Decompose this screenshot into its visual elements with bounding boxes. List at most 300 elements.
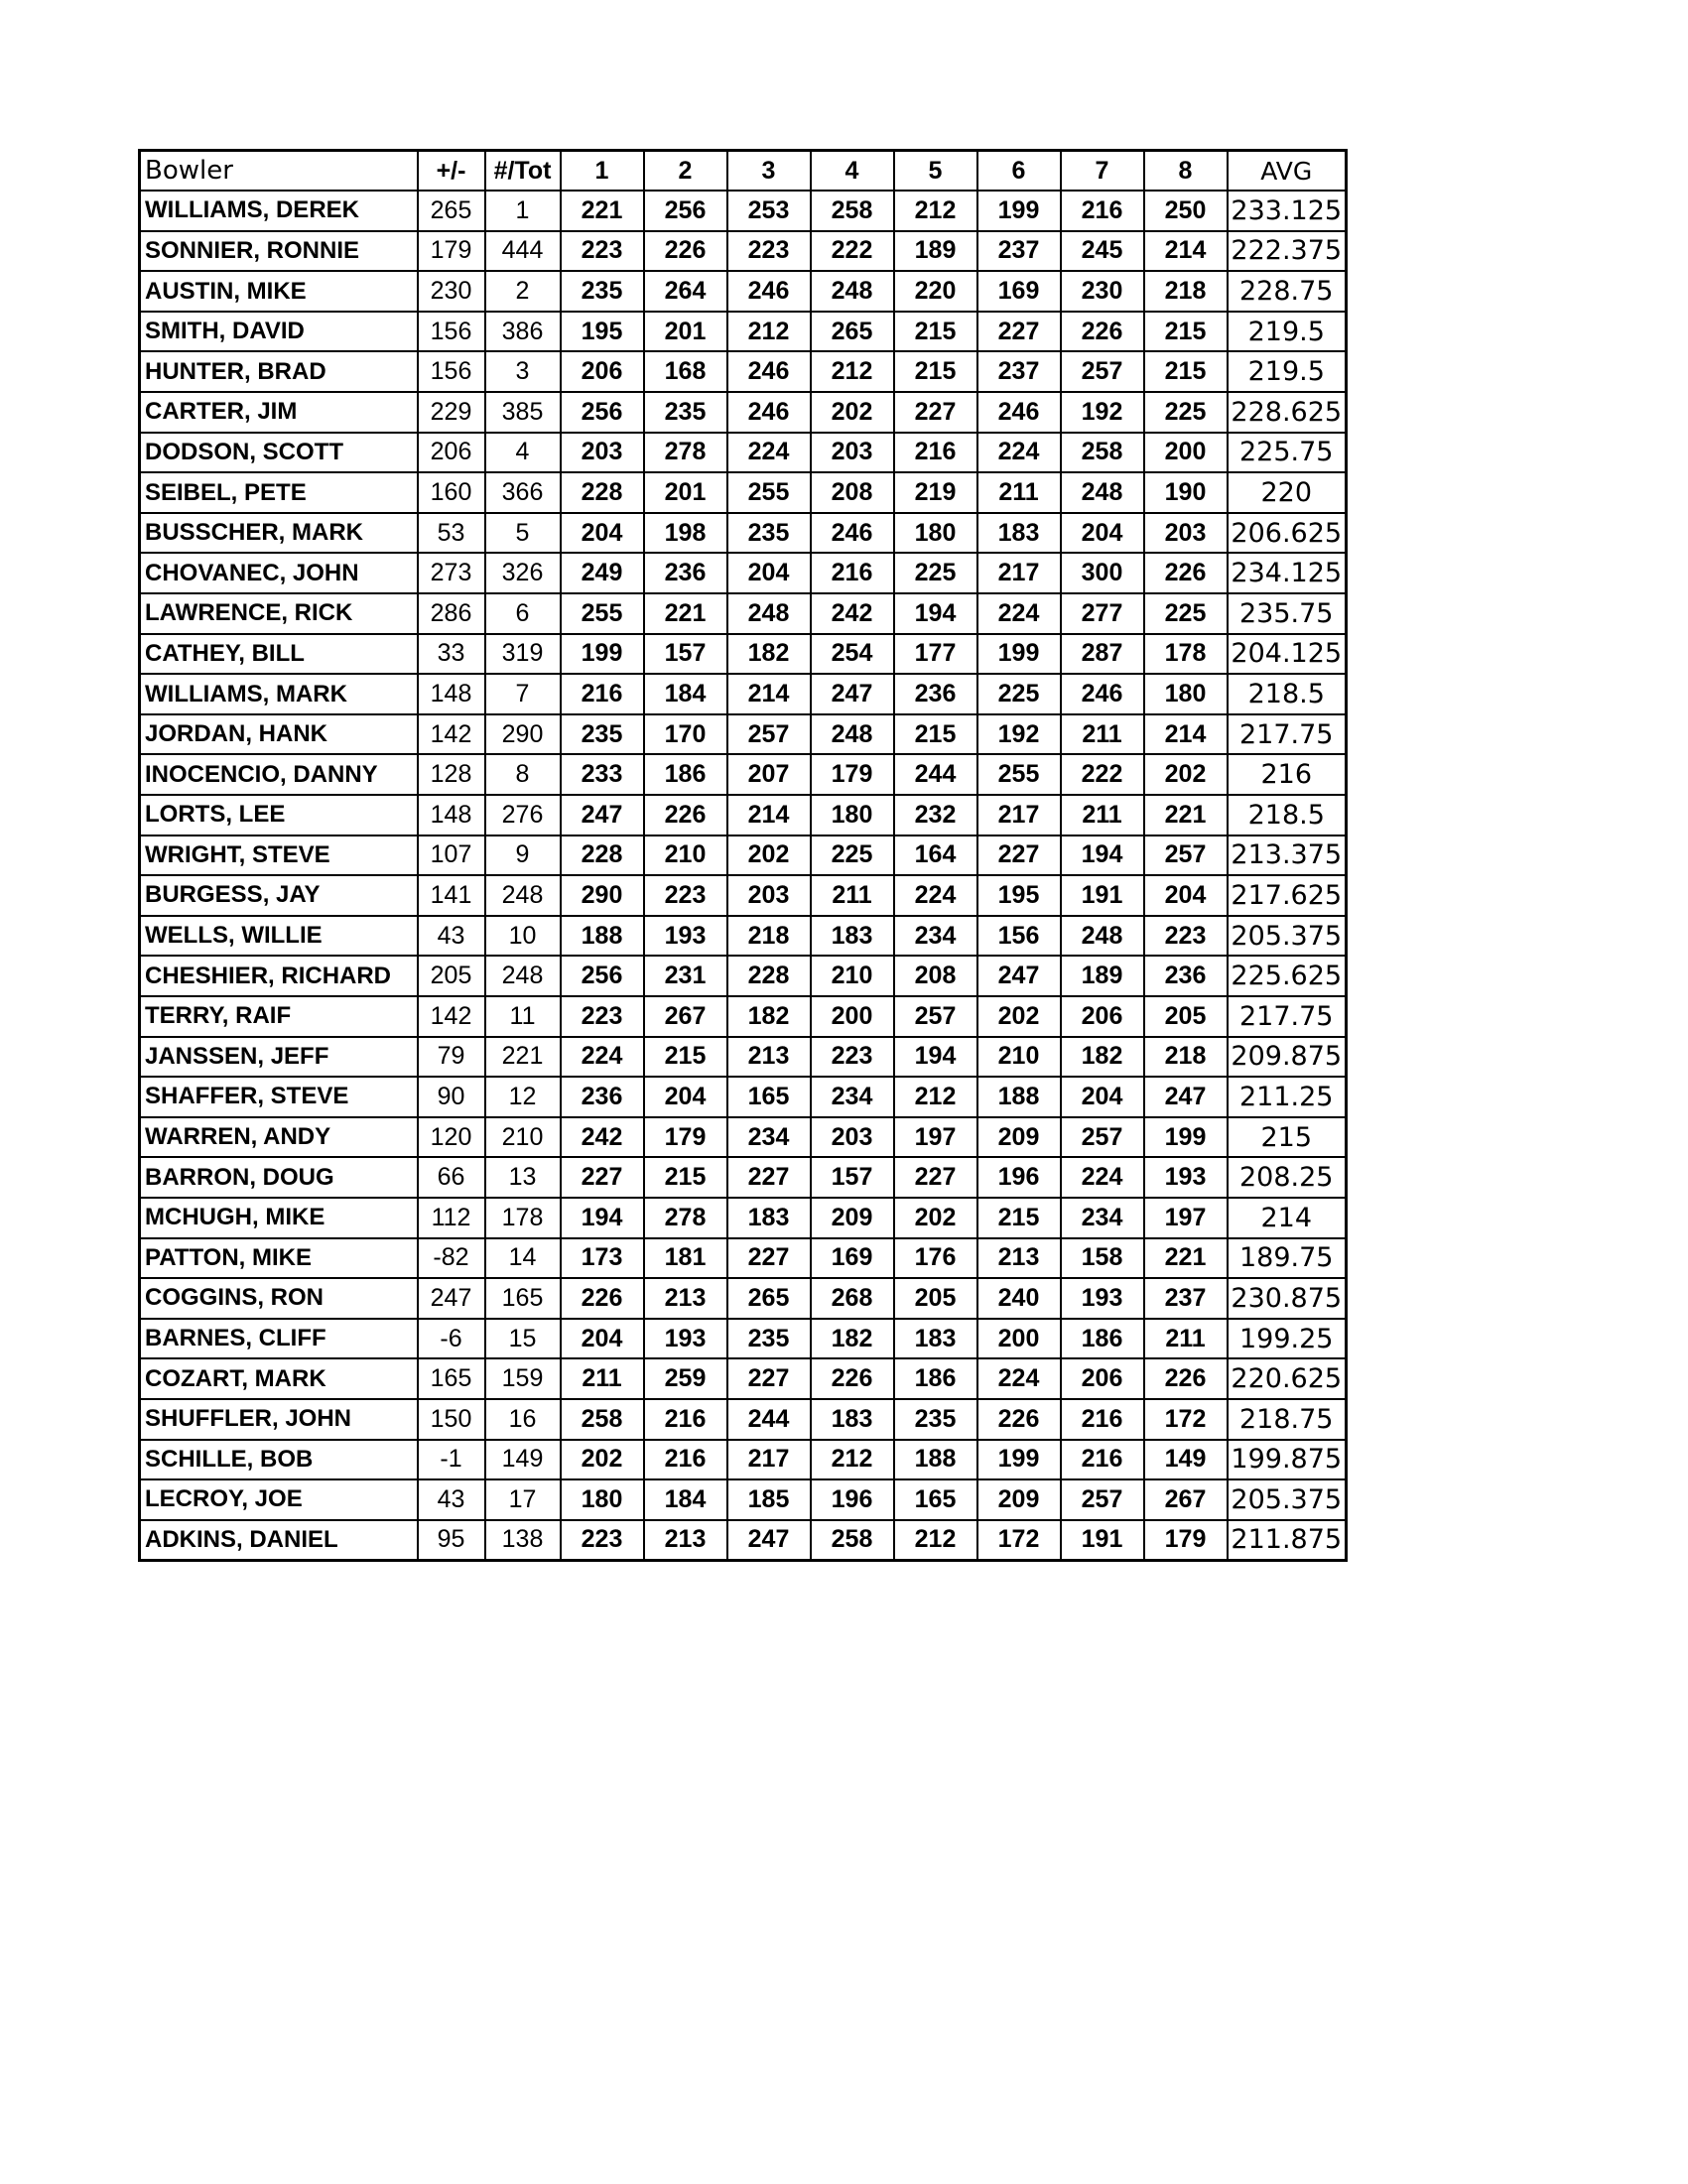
game-3-cell: 207 [727, 754, 811, 795]
game-7-cell: 211 [1061, 714, 1144, 755]
game-2-cell: 278 [644, 1198, 727, 1238]
game-2-cell: 179 [644, 1117, 727, 1158]
game-3-cell: 214 [727, 674, 811, 714]
game-1-cell: 202 [561, 1440, 644, 1480]
game-7-cell: 182 [1061, 1037, 1144, 1078]
game-3-cell: 255 [727, 472, 811, 513]
plus-minus-cell: 95 [418, 1520, 485, 1561]
table-row [140, 593, 1347, 634]
game-7-cell: 222 [1061, 754, 1144, 795]
bowler-name-cell: COGGINS, RON [140, 1278, 418, 1319]
game-5-cell: 234 [894, 916, 977, 957]
table-row [140, 795, 1347, 835]
average-cell: 218.5 [1228, 795, 1347, 835]
game-1-cell: 221 [561, 191, 644, 231]
number-total-cell: 13 [485, 1157, 561, 1198]
game-7-cell: 204 [1061, 513, 1144, 554]
game-5-cell: 236 [894, 674, 977, 714]
bowler-name-cell: JANSSEN, JEFF [140, 1037, 418, 1078]
game-7-cell: 191 [1061, 875, 1144, 916]
game-2-cell: 235 [644, 392, 727, 433]
game-7-cell: 226 [1061, 312, 1144, 352]
game-4-cell: 222 [811, 231, 894, 272]
game-7-cell: 230 [1061, 271, 1144, 312]
game-5-cell: 188 [894, 1440, 977, 1480]
table-row [140, 271, 1347, 312]
bowler-name-cell: CARTER, JIM [140, 392, 418, 433]
bowler-name-cell: INOCENCIO, DANNY [140, 754, 418, 795]
game-8-cell: 237 [1144, 1278, 1228, 1319]
game-3-cell: 223 [727, 231, 811, 272]
game-1-cell: 290 [561, 875, 644, 916]
plus-minus-cell: 273 [418, 553, 485, 593]
game-8-cell: 190 [1144, 472, 1228, 513]
average-cell: 233.125 [1228, 191, 1347, 231]
table-row [140, 1198, 1347, 1238]
plus-minus-cell: 90 [418, 1077, 485, 1117]
game-2-cell: 267 [644, 996, 727, 1037]
game-3-cell: 246 [727, 271, 811, 312]
game-2-cell: 198 [644, 513, 727, 554]
game-6-cell: 200 [977, 1319, 1061, 1359]
average-cell: 228.625 [1228, 392, 1347, 433]
game-1-cell: 228 [561, 835, 644, 876]
game-3-cell: 235 [727, 1319, 811, 1359]
average-cell: 209.875 [1228, 1037, 1347, 1078]
header-number-total: #/Tot [485, 151, 561, 192]
plus-minus-cell: 286 [418, 593, 485, 634]
game-7-cell: 192 [1061, 392, 1144, 433]
plus-minus-cell: 141 [418, 875, 485, 916]
game-1-cell: 204 [561, 513, 644, 554]
game-4-cell: 258 [811, 191, 894, 231]
average-cell: 208.25 [1228, 1157, 1347, 1198]
game-3-cell: 214 [727, 795, 811, 835]
game-2-cell: 201 [644, 312, 727, 352]
average-cell: 220 [1228, 472, 1347, 513]
average-cell: 222.375 [1228, 231, 1347, 272]
average-cell: 225.75 [1228, 433, 1347, 473]
game-2-cell: 221 [644, 593, 727, 634]
table-row [140, 956, 1347, 996]
game-8-cell: 221 [1144, 1238, 1228, 1279]
game-2-cell: 215 [644, 1157, 727, 1198]
game-4-cell: 208 [811, 472, 894, 513]
game-3-cell: 182 [727, 634, 811, 675]
game-6-cell: 224 [977, 1358, 1061, 1399]
game-3-cell: 227 [727, 1238, 811, 1279]
average-cell: 204.125 [1228, 634, 1347, 675]
table-row [140, 1520, 1347, 1561]
game-8-cell: 221 [1144, 795, 1228, 835]
game-3-cell: 244 [727, 1399, 811, 1440]
game-5-cell: 212 [894, 191, 977, 231]
game-4-cell: 200 [811, 996, 894, 1037]
game-7-cell: 191 [1061, 1520, 1144, 1561]
bowler-name-cell: SONNIER, RONNIE [140, 231, 418, 272]
table-row [140, 231, 1347, 272]
game-8-cell: 215 [1144, 312, 1228, 352]
game-1-cell: 188 [561, 916, 644, 957]
table-row [140, 1358, 1347, 1399]
table-row [140, 351, 1347, 392]
game-1-cell: 204 [561, 1319, 644, 1359]
game-5-cell: 227 [894, 392, 977, 433]
table-row [140, 312, 1347, 352]
game-1-cell: 236 [561, 1077, 644, 1117]
game-8-cell: 225 [1144, 593, 1228, 634]
header-game-3: 3 [727, 151, 811, 192]
game-1-cell: 199 [561, 634, 644, 675]
table-row [140, 674, 1347, 714]
average-cell: 220.625 [1228, 1358, 1347, 1399]
game-2-cell: 226 [644, 795, 727, 835]
game-6-cell: 226 [977, 1399, 1061, 1440]
number-total-cell: 10 [485, 916, 561, 957]
game-3-cell: 257 [727, 714, 811, 755]
table-row [140, 433, 1347, 473]
game-4-cell: 180 [811, 795, 894, 835]
game-8-cell: 218 [1144, 271, 1228, 312]
number-total-cell: 1 [485, 191, 561, 231]
game-4-cell: 265 [811, 312, 894, 352]
header-average: AVG [1228, 151, 1347, 192]
game-6-cell: 209 [977, 1479, 1061, 1520]
game-4-cell: 183 [811, 916, 894, 957]
plus-minus-cell: 33 [418, 634, 485, 675]
game-8-cell: 236 [1144, 956, 1228, 996]
plus-minus-cell: 142 [418, 996, 485, 1037]
game-2-cell: 186 [644, 754, 727, 795]
table-row [140, 1278, 1347, 1319]
game-6-cell: 237 [977, 351, 1061, 392]
table-row [140, 392, 1347, 433]
game-3-cell: 204 [727, 553, 811, 593]
game-2-cell: 256 [644, 191, 727, 231]
game-6-cell: 227 [977, 835, 1061, 876]
game-4-cell: 202 [811, 392, 894, 433]
table-header-row [140, 151, 1347, 192]
game-1-cell: 258 [561, 1399, 644, 1440]
game-3-cell: 253 [727, 191, 811, 231]
game-4-cell: 246 [811, 513, 894, 554]
game-6-cell: 209 [977, 1117, 1061, 1158]
game-6-cell: 169 [977, 271, 1061, 312]
table-body [140, 191, 1347, 1560]
game-5-cell: 219 [894, 472, 977, 513]
game-3-cell: 228 [727, 956, 811, 996]
game-1-cell: 249 [561, 553, 644, 593]
game-2-cell: 264 [644, 271, 727, 312]
header-game-1: 1 [561, 151, 644, 192]
number-total-cell: 159 [485, 1358, 561, 1399]
table-row [140, 1319, 1347, 1359]
plus-minus-cell: 128 [418, 754, 485, 795]
game-3-cell: 182 [727, 996, 811, 1037]
game-6-cell: 225 [977, 674, 1061, 714]
game-5-cell: 212 [894, 1077, 977, 1117]
bowler-name-cell: WILLIAMS, MARK [140, 674, 418, 714]
header-game-4: 4 [811, 151, 894, 192]
plus-minus-cell: 107 [418, 835, 485, 876]
average-cell: 216 [1228, 754, 1347, 795]
game-6-cell: 199 [977, 191, 1061, 231]
table-row [140, 835, 1347, 876]
game-7-cell: 234 [1061, 1198, 1144, 1238]
game-5-cell: 225 [894, 553, 977, 593]
average-cell: 217.75 [1228, 996, 1347, 1037]
game-3-cell: 227 [727, 1358, 811, 1399]
game-2-cell: 170 [644, 714, 727, 755]
average-cell: 235.75 [1228, 593, 1347, 634]
game-4-cell: 225 [811, 835, 894, 876]
game-5-cell: 194 [894, 1037, 977, 1078]
table-row [140, 634, 1347, 675]
number-total-cell: 15 [485, 1319, 561, 1359]
game-8-cell: 225 [1144, 392, 1228, 433]
number-total-cell: 290 [485, 714, 561, 755]
game-7-cell: 189 [1061, 956, 1144, 996]
header-game-6: 6 [977, 151, 1061, 192]
bowler-name-cell: MCHUGH, MIKE [140, 1198, 418, 1238]
game-7-cell: 257 [1061, 1479, 1144, 1520]
bowler-name-cell: SHUFFLER, JOHN [140, 1399, 418, 1440]
game-6-cell: 199 [977, 1440, 1061, 1480]
game-1-cell: 195 [561, 312, 644, 352]
game-1-cell: 216 [561, 674, 644, 714]
game-8-cell: 172 [1144, 1399, 1228, 1440]
game-6-cell: 217 [977, 553, 1061, 593]
game-4-cell: 203 [811, 1117, 894, 1158]
game-2-cell: 210 [644, 835, 727, 876]
game-5-cell: 224 [894, 875, 977, 916]
game-3-cell: 246 [727, 392, 811, 433]
game-4-cell: 234 [811, 1077, 894, 1117]
table-row [140, 1440, 1347, 1480]
number-total-cell: 12 [485, 1077, 561, 1117]
game-5-cell: 220 [894, 271, 977, 312]
game-3-cell: 213 [727, 1037, 811, 1078]
game-7-cell: 258 [1061, 433, 1144, 473]
average-cell: 205.375 [1228, 916, 1347, 957]
game-1-cell: 228 [561, 472, 644, 513]
game-6-cell: 255 [977, 754, 1061, 795]
game-5-cell: 189 [894, 231, 977, 272]
game-7-cell: 216 [1061, 1399, 1144, 1440]
number-total-cell: 9 [485, 835, 561, 876]
table-row [140, 1117, 1347, 1158]
plus-minus-cell: 179 [418, 231, 485, 272]
number-total-cell: 6 [485, 593, 561, 634]
game-7-cell: 194 [1061, 835, 1144, 876]
game-8-cell: 180 [1144, 674, 1228, 714]
game-8-cell: 226 [1144, 553, 1228, 593]
plus-minus-cell: 53 [418, 513, 485, 554]
game-3-cell: 248 [727, 593, 811, 634]
game-8-cell: 199 [1144, 1117, 1228, 1158]
game-6-cell: 224 [977, 433, 1061, 473]
game-4-cell: 196 [811, 1479, 894, 1520]
table-row [140, 875, 1347, 916]
table-row [140, 1238, 1347, 1279]
game-2-cell: 236 [644, 553, 727, 593]
number-total-cell: 319 [485, 634, 561, 675]
game-4-cell: 209 [811, 1198, 894, 1238]
game-4-cell: 179 [811, 754, 894, 795]
game-4-cell: 212 [811, 1440, 894, 1480]
game-3-cell: 218 [727, 916, 811, 957]
header-game-5: 5 [894, 151, 977, 192]
game-8-cell: 149 [1144, 1440, 1228, 1480]
game-2-cell: 213 [644, 1520, 727, 1561]
game-7-cell: 216 [1061, 191, 1144, 231]
game-3-cell: 203 [727, 875, 811, 916]
game-7-cell: 248 [1061, 916, 1144, 957]
number-total-cell: 5 [485, 513, 561, 554]
table-row [140, 714, 1347, 755]
game-2-cell: 157 [644, 634, 727, 675]
bowler-name-cell: BARRON, DOUG [140, 1157, 418, 1198]
average-cell: 225.625 [1228, 956, 1347, 996]
game-7-cell: 206 [1061, 1358, 1144, 1399]
game-5-cell: 186 [894, 1358, 977, 1399]
game-3-cell: 247 [727, 1520, 811, 1561]
game-1-cell: 242 [561, 1117, 644, 1158]
game-8-cell: 267 [1144, 1479, 1228, 1520]
game-5-cell: 164 [894, 835, 977, 876]
game-4-cell: 226 [811, 1358, 894, 1399]
game-6-cell: 240 [977, 1278, 1061, 1319]
game-1-cell: 206 [561, 351, 644, 392]
game-7-cell: 224 [1061, 1157, 1144, 1198]
number-total-cell: 248 [485, 956, 561, 996]
game-3-cell: 265 [727, 1278, 811, 1319]
number-total-cell: 3 [485, 351, 561, 392]
game-1-cell: 235 [561, 714, 644, 755]
game-7-cell: 216 [1061, 1440, 1144, 1480]
game-7-cell: 257 [1061, 1117, 1144, 1158]
plus-minus-cell: 230 [418, 271, 485, 312]
game-4-cell: 223 [811, 1037, 894, 1078]
game-7-cell: 277 [1061, 593, 1144, 634]
number-total-cell: 210 [485, 1117, 561, 1158]
game-3-cell: 235 [727, 513, 811, 554]
game-3-cell: 224 [727, 433, 811, 473]
game-5-cell: 212 [894, 1520, 977, 1561]
game-1-cell: 255 [561, 593, 644, 634]
game-1-cell: 256 [561, 392, 644, 433]
game-8-cell: 204 [1144, 875, 1228, 916]
bowler-name-cell: SHAFFER, STEVE [140, 1077, 418, 1117]
bowler-name-cell: LORTS, LEE [140, 795, 418, 835]
game-5-cell: 165 [894, 1479, 977, 1520]
game-8-cell: 250 [1144, 191, 1228, 231]
average-cell: 189.75 [1228, 1238, 1347, 1279]
number-total-cell: 17 [485, 1479, 561, 1520]
bowler-name-cell: SMITH, DAVID [140, 312, 418, 352]
plus-minus-cell: 150 [418, 1399, 485, 1440]
number-total-cell: 165 [485, 1278, 561, 1319]
game-2-cell: 193 [644, 1319, 727, 1359]
game-4-cell: 210 [811, 956, 894, 996]
bowler-name-cell: LECROY, JOE [140, 1479, 418, 1520]
plus-minus-cell: 156 [418, 312, 485, 352]
game-5-cell: 227 [894, 1157, 977, 1198]
bowler-name-cell: PATTON, MIKE [140, 1238, 418, 1279]
game-3-cell: 183 [727, 1198, 811, 1238]
game-5-cell: 216 [894, 433, 977, 473]
game-2-cell: 184 [644, 1479, 727, 1520]
bowler-score-table [138, 149, 1348, 1562]
average-cell: 199.25 [1228, 1319, 1347, 1359]
average-cell: 211.25 [1228, 1077, 1347, 1117]
game-8-cell: 200 [1144, 433, 1228, 473]
game-6-cell: 183 [977, 513, 1061, 554]
game-3-cell: 234 [727, 1117, 811, 1158]
game-8-cell: 179 [1144, 1520, 1228, 1561]
bowler-name-cell: TERRY, RAIF [140, 996, 418, 1037]
bowler-name-cell: BUSSCHER, MARK [140, 513, 418, 554]
game-8-cell: 178 [1144, 634, 1228, 675]
game-7-cell: 257 [1061, 351, 1144, 392]
bowler-name-cell: WARREN, ANDY [140, 1117, 418, 1158]
game-6-cell: 215 [977, 1198, 1061, 1238]
average-cell: 218.5 [1228, 674, 1347, 714]
game-5-cell: 215 [894, 714, 977, 755]
game-3-cell: 227 [727, 1157, 811, 1198]
number-total-cell: 248 [485, 875, 561, 916]
game-5-cell: 235 [894, 1399, 977, 1440]
plus-minus-cell: 165 [418, 1358, 485, 1399]
average-cell: 228.75 [1228, 271, 1347, 312]
game-5-cell: 202 [894, 1198, 977, 1238]
table-row [140, 472, 1347, 513]
header-game-2: 2 [644, 151, 727, 192]
average-cell: 217.625 [1228, 875, 1347, 916]
game-5-cell: 244 [894, 754, 977, 795]
game-4-cell: 254 [811, 634, 894, 675]
average-cell: 213.375 [1228, 835, 1347, 876]
game-8-cell: 211 [1144, 1319, 1228, 1359]
bowler-name-cell: COZART, MARK [140, 1358, 418, 1399]
game-2-cell: 184 [644, 674, 727, 714]
game-2-cell: 204 [644, 1077, 727, 1117]
game-8-cell: 214 [1144, 231, 1228, 272]
game-2-cell: 215 [644, 1037, 727, 1078]
game-1-cell: 211 [561, 1358, 644, 1399]
number-total-cell: 11 [485, 996, 561, 1037]
game-4-cell: 248 [811, 271, 894, 312]
header-game-7: 7 [1061, 151, 1144, 192]
game-4-cell: 182 [811, 1319, 894, 1359]
game-8-cell: 257 [1144, 835, 1228, 876]
game-5-cell: 197 [894, 1117, 977, 1158]
game-7-cell: 186 [1061, 1319, 1144, 1359]
bowler-name-cell: SCHILLE, BOB [140, 1440, 418, 1480]
table-row [140, 191, 1347, 231]
game-1-cell: 223 [561, 231, 644, 272]
game-4-cell: 247 [811, 674, 894, 714]
number-total-cell: 7 [485, 674, 561, 714]
header-game-8: 8 [1144, 151, 1228, 192]
average-cell: 217.75 [1228, 714, 1347, 755]
bowler-name-cell: CHESHIER, RICHARD [140, 956, 418, 996]
game-6-cell: 202 [977, 996, 1061, 1037]
game-5-cell: 176 [894, 1238, 977, 1279]
game-1-cell: 194 [561, 1198, 644, 1238]
game-4-cell: 268 [811, 1278, 894, 1319]
game-7-cell: 300 [1061, 553, 1144, 593]
